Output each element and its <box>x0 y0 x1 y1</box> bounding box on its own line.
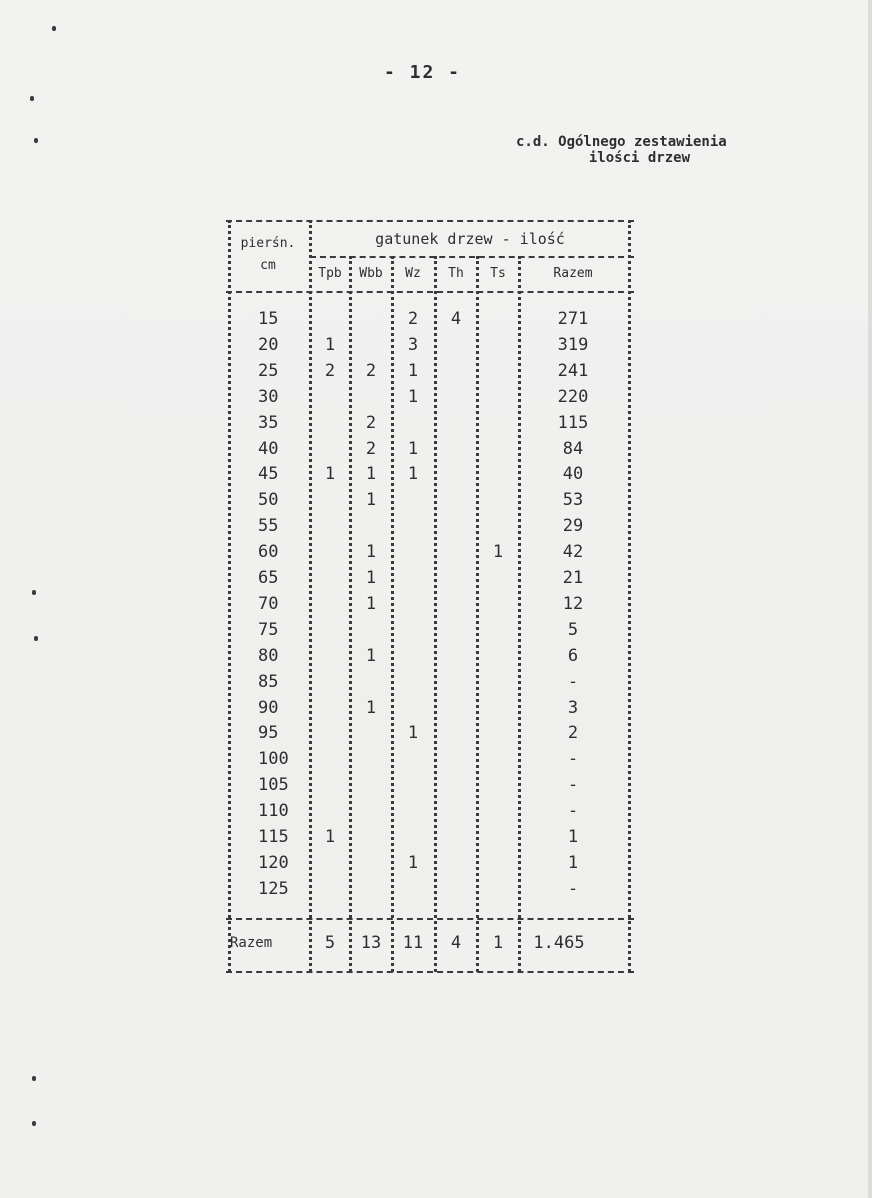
col-rule <box>228 220 231 972</box>
row-header: pierśn. <box>240 236 296 251</box>
row-header-unit: cm <box>260 258 276 273</box>
punch-mark <box>34 636 38 641</box>
diameter-value: 120 <box>258 853 289 873</box>
col-header-wbb: Wbb <box>359 266 383 281</box>
total-ts: 1 <box>492 933 504 953</box>
total-label: Razem <box>230 935 273 951</box>
cell-wbb: 1 <box>365 464 377 484</box>
table-bottom-rule <box>226 971 634 973</box>
cell-wbb: 1 <box>365 568 377 588</box>
cell-razem: 1 <box>567 827 579 847</box>
cell-tpb: 2 <box>324 361 336 381</box>
cell-razem: - <box>567 801 579 821</box>
header-group-title: gatunek drzew - ilość <box>375 230 565 248</box>
diameter-value: 95 <box>258 723 279 743</box>
cell-razem: 29 <box>562 516 584 536</box>
punch-mark <box>30 96 34 101</box>
cell-razem: 271 <box>557 309 589 329</box>
diameter-value: 50 <box>258 490 279 510</box>
cell-wz: 1 <box>407 853 419 873</box>
cell-wbb: 1 <box>365 542 377 562</box>
cell-razem: 2 <box>567 723 579 743</box>
diameter-value: 60 <box>258 542 279 562</box>
cell-razem: 6 <box>567 646 579 666</box>
diameter-value: 25 <box>258 361 279 381</box>
cell-wbb: 1 <box>365 698 377 718</box>
caption-line-2: ilości drzew <box>588 150 691 166</box>
cell-ts: 1 <box>492 542 504 562</box>
total-th: 4 <box>450 933 462 953</box>
diameter-value: 80 <box>258 646 279 666</box>
diameter-value: 35 <box>258 413 279 433</box>
cell-wbb: 1 <box>365 490 377 510</box>
col-rule <box>434 256 437 972</box>
cell-razem: - <box>567 672 579 692</box>
cell-razem: 5 <box>567 620 579 640</box>
punch-mark <box>32 1076 36 1081</box>
diameter-value: 55 <box>258 516 279 536</box>
cell-razem: 319 <box>557 335 589 355</box>
cell-wz: 1 <box>407 361 419 381</box>
diameter-value: 90 <box>258 698 279 718</box>
cell-wbb: 1 <box>365 594 377 614</box>
punch-mark <box>32 590 36 595</box>
cell-razem: 241 <box>557 361 589 381</box>
cell-razem: 3 <box>567 698 579 718</box>
diameter-value: 45 <box>258 464 279 484</box>
cell-wbb: 2 <box>365 413 377 433</box>
diameter-value: 75 <box>258 620 279 640</box>
header-bottom-rule <box>226 291 634 293</box>
header-group-rule <box>310 256 634 258</box>
caption-line-1: c.d. Ogólnego zestawienia <box>516 134 727 150</box>
cell-tpb: 1 <box>324 335 336 355</box>
paper-edge <box>868 0 872 1198</box>
table-top-rule <box>226 220 634 222</box>
cell-razem: 84 <box>562 439 584 459</box>
cell-razem: 42 <box>562 542 584 562</box>
cell-wz: 1 <box>407 464 419 484</box>
cell-wbb: 2 <box>365 439 377 459</box>
diameter-value: 70 <box>258 594 279 614</box>
page-number: - 12 - <box>384 62 462 83</box>
cell-wz: 3 <box>407 335 419 355</box>
cell-razem: 220 <box>557 387 589 407</box>
diameter-value: 15 <box>258 309 279 329</box>
diameter-value: 115 <box>258 827 289 847</box>
cell-tpb: 1 <box>324 827 336 847</box>
diameter-value: 105 <box>258 775 289 795</box>
col-header-th: Th <box>448 266 464 281</box>
diameter-value: 110 <box>258 801 289 821</box>
cell-razem: - <box>567 775 579 795</box>
punch-mark <box>32 1121 36 1126</box>
punch-mark <box>34 138 38 143</box>
col-header-tpb: Tpb <box>318 266 342 281</box>
total-razem: 1.465 <box>533 933 585 953</box>
cell-razem: 53 <box>562 490 584 510</box>
diameter-value: 100 <box>258 749 289 769</box>
cell-wz: 1 <box>407 439 419 459</box>
caption <box>516 134 727 166</box>
cell-razem: 1 <box>567 853 579 873</box>
col-header-wz: Wz <box>405 266 421 281</box>
total-top-rule <box>226 918 634 920</box>
cell-wz: 2 <box>407 309 419 329</box>
total-wz: 11 <box>402 933 424 953</box>
cell-wbb: 1 <box>365 646 377 666</box>
cell-wbb: 2 <box>365 361 377 381</box>
cell-razem: 21 <box>562 568 584 588</box>
diameter-value: 30 <box>258 387 279 407</box>
diameter-value: 20 <box>258 335 279 355</box>
col-rule <box>628 220 631 972</box>
diameter-value: 40 <box>258 439 279 459</box>
cell-razem: 12 <box>562 594 584 614</box>
diameter-value: 85 <box>258 672 279 692</box>
diameter-value: 65 <box>258 568 279 588</box>
cell-razem: - <box>567 879 579 899</box>
cell-razem: 115 <box>557 413 589 433</box>
col-rule <box>476 256 479 972</box>
tree-count-table <box>226 220 634 976</box>
col-header-razem: Razem <box>553 266 593 281</box>
cell-wz: 1 <box>407 387 419 407</box>
col-header-ts: Ts <box>490 266 506 281</box>
cell-wz: 1 <box>407 723 419 743</box>
diameter-value: 125 <box>258 879 289 899</box>
cell-th: 4 <box>450 309 462 329</box>
total-tpb: 5 <box>324 933 336 953</box>
cell-razem: 40 <box>562 464 584 484</box>
col-rule <box>309 220 312 972</box>
cell-razem: - <box>567 749 579 769</box>
cell-tpb: 1 <box>324 464 336 484</box>
total-wbb: 13 <box>360 933 382 953</box>
punch-mark <box>52 26 56 31</box>
